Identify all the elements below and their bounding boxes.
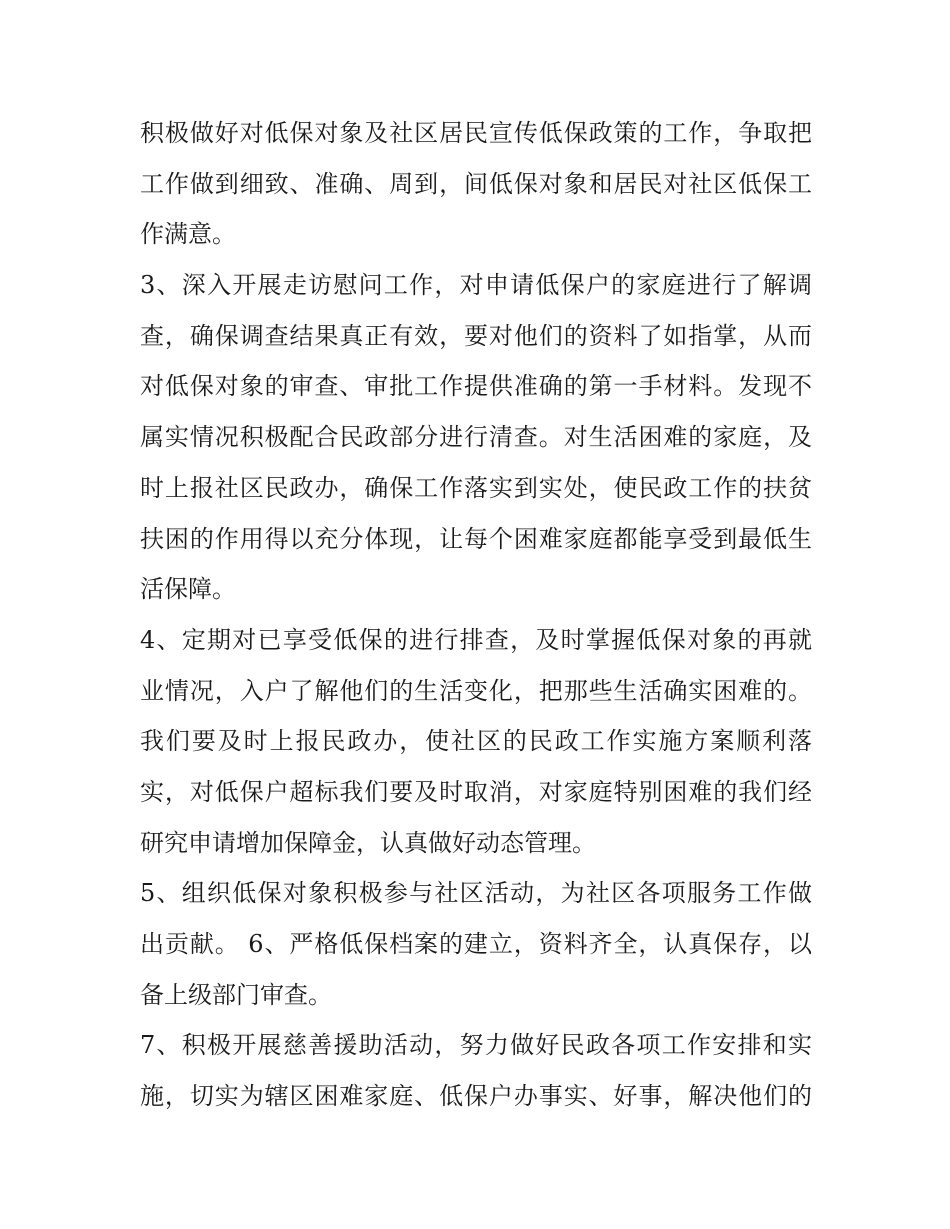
text-line: 出贡献。 6、严格低保档案的建立，资料齐全，认真保存，以 [140,930,812,958]
paragraph-items-5-6 [140,868,812,1020]
text-line: 我们要及时上报民政办，使社区的民政工作实施方案顺利落 [140,727,812,756]
text-line: 4、定期对已享受低保的进行排查，及时掌握低保对象的再就 [140,625,812,654]
text-line: 时上报社区民政办，确保工作落实到实处，使民政工作的扶贫 [140,473,812,502]
paragraph-item-3 [140,260,812,615]
text-line: 施，切实为辖区困难家庭、低保户办事实、好事，解决他们的 [140,1082,812,1111]
text-line: 活保障。 [140,575,236,604]
text-line: 5、组织低保对象积极参与社区活动，为社区各项服务工作做 [140,879,812,908]
text-line: 研究申请增加保障金，认真做好动态管理。 [140,828,596,857]
text-line: 对低保对象的审查、审批工作提供准确的第一手材料。发现不 [140,372,812,401]
document-body [140,108,812,1122]
text-line: 3、深入开展走访慰问工作，对申请低保户的家庭进行了解调 [140,271,812,300]
text-line: 作满意。 [140,220,236,249]
text-line: 扶困的作用得以充分体现，让每个困难家庭都能享受到最低生 [140,524,812,553]
text-line: 备上级部门审查。 [140,980,332,1009]
paragraph-item-4 [140,615,812,868]
text-line: 查，确保调查结果真正有效，要对他们的资料了如指掌，从而 [140,321,812,350]
text-line: 工作做到细致、准确、周到，间低保对象和居民对社区低保工 [140,169,812,198]
text-line: 积极做好对低保对象及社区居民宣传低保政策的工作，争取把 [140,119,812,147]
text-line: 业情况，入户了解他们的生活变化，把那些生活确实困难的。 [140,676,812,705]
paragraph-low-income-publicity [140,108,812,260]
paragraph-item-7 [140,1020,812,1121]
text-line: 实，对低保户超标我们要及时取消，对家庭特别困难的我们经 [140,777,812,806]
text-line: 属实情况积极配合民政部分进行清查。对生活困难的家庭，及 [140,423,812,452]
text-line: 7、积极开展慈善援助活动，努力做好民政各项工作安排和实 [140,1031,812,1060]
